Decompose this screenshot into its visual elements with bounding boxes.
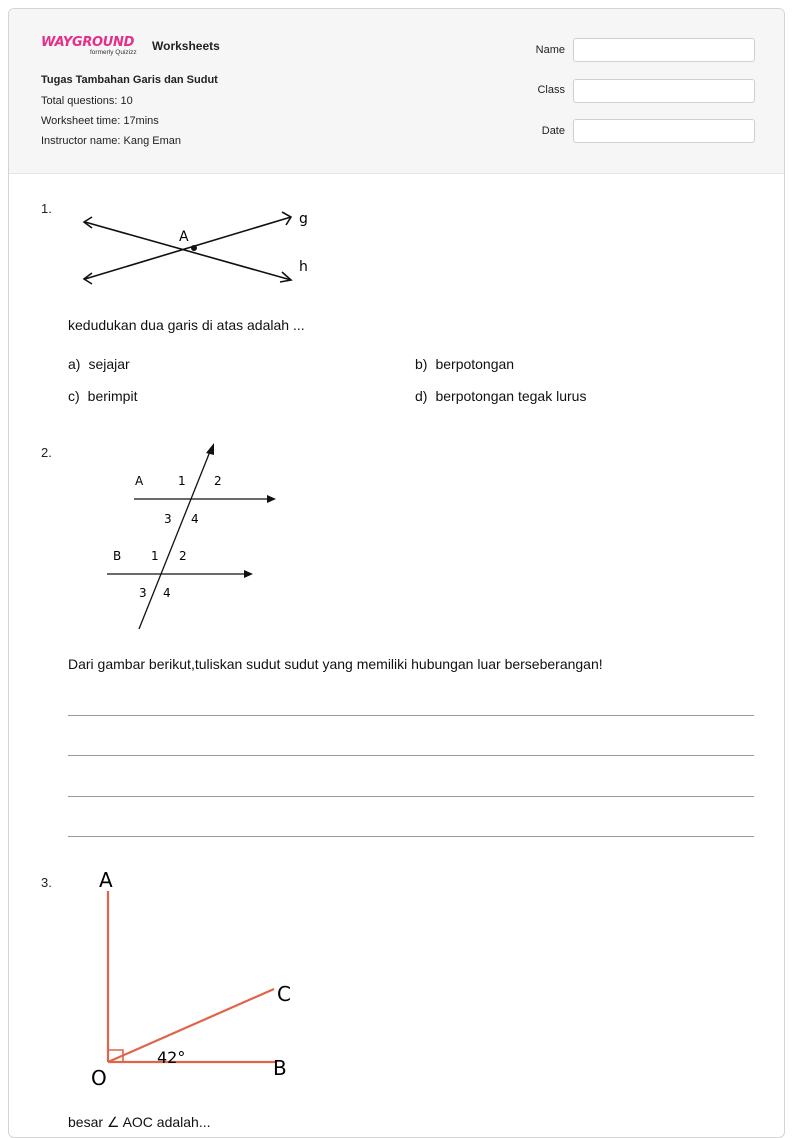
angle-a4: 4 xyxy=(191,512,199,526)
angle-b3: 3 xyxy=(139,586,147,600)
angle-b1: 1 xyxy=(151,549,159,563)
transversal xyxy=(139,449,211,629)
name-field[interactable] xyxy=(573,38,755,62)
date-label: Date xyxy=(541,125,565,137)
option-letter: a) xyxy=(68,356,81,372)
worksheet-time: Worksheet time: 17mins xyxy=(41,115,159,127)
angle-label: 42° xyxy=(157,1048,186,1067)
answer-line-1[interactable] xyxy=(68,715,754,716)
option-text: sejajar xyxy=(88,356,130,372)
worksheet-title: Tugas Tambahan Garis dan Sudut xyxy=(41,74,218,86)
line-b-label: B xyxy=(113,549,122,563)
option-a[interactable] xyxy=(68,356,130,372)
line-b-arrow xyxy=(244,570,253,578)
line-h xyxy=(85,217,291,279)
option-text: berimpit xyxy=(87,388,138,404)
ray-oc xyxy=(108,989,274,1062)
answer-line-3[interactable] xyxy=(68,796,754,797)
instructor-name: Instructor name: Kang Eman xyxy=(41,135,182,147)
point-a-dot xyxy=(191,245,197,251)
logo-wordmark: WAYGROUND xyxy=(41,35,135,50)
transversal-arrow xyxy=(206,443,214,455)
line-a-arrow xyxy=(267,495,276,503)
product-title: Worksheets xyxy=(152,39,220,53)
option-text: berpotongan xyxy=(435,356,515,372)
angle-b2: 2 xyxy=(179,549,187,563)
option-c[interactable] xyxy=(68,388,137,404)
option-letter: c) xyxy=(68,388,80,404)
question-3-number: 3. xyxy=(41,875,52,890)
worksheet-page xyxy=(8,8,785,1138)
option-letter: b) xyxy=(415,356,428,372)
question-2-text: Dari gambar berikut,tuliskan sudut sudut yang memiliki hubungan luar berseberangan! xyxy=(68,656,603,672)
question-2-number: 2. xyxy=(41,445,52,460)
answer-line-2[interactable] xyxy=(68,755,754,756)
angle-a3: 3 xyxy=(164,512,172,526)
worksheet-header xyxy=(9,9,784,174)
line-h-label: h xyxy=(299,259,308,275)
point-b-label: B xyxy=(273,1056,287,1080)
option-d[interactable] xyxy=(415,388,586,404)
question-2-figure xyxy=(104,441,294,641)
question-1-text: kedudukan dua garis di atas adalah ... xyxy=(68,317,305,333)
point-a-label: A xyxy=(99,868,113,892)
answer-line-4[interactable] xyxy=(68,836,754,837)
angle-a1: 1 xyxy=(178,474,186,488)
logo-subtext: formerly Quizizz xyxy=(90,49,137,56)
question-1-figure xyxy=(79,205,319,285)
line-a-label: A xyxy=(135,474,144,488)
option-b[interactable] xyxy=(415,356,514,372)
question-1-number: 1. xyxy=(41,201,52,216)
angle-b4: 4 xyxy=(163,586,171,600)
point-c-label: C xyxy=(277,982,291,1006)
class-label: Class xyxy=(537,84,565,96)
question-3-text: besar ∠ AOC adalah... xyxy=(68,1114,211,1130)
class-field[interactable] xyxy=(573,79,755,103)
date-field[interactable] xyxy=(573,119,755,143)
point-o-label: O xyxy=(91,1066,107,1090)
point-a-label: A xyxy=(179,229,189,245)
option-text: berpotongan tegak lurus xyxy=(435,388,587,404)
line-g-label: g xyxy=(299,211,308,227)
total-questions: Total questions: 10 xyxy=(41,95,133,107)
angle-a2: 2 xyxy=(214,474,222,488)
question-3-figure xyxy=(87,867,317,1090)
wayground-logo xyxy=(41,33,137,56)
option-letter: d) xyxy=(415,388,428,404)
name-label: Name xyxy=(535,44,565,56)
